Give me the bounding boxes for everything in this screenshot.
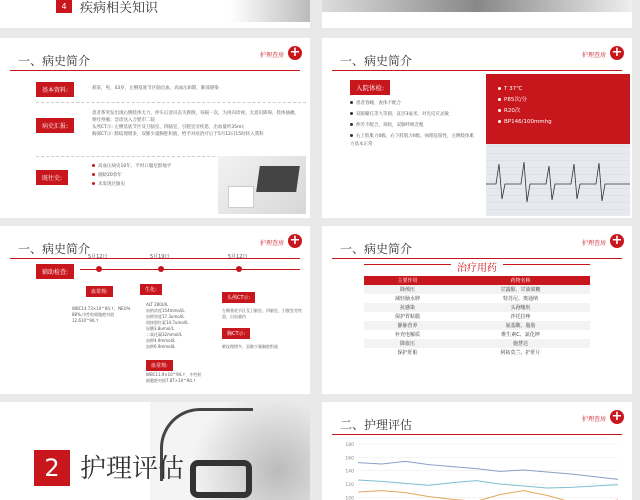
y-tick-label: 120 bbox=[345, 483, 354, 488]
vital-pulse: P85次/分 bbox=[498, 95, 552, 106]
timeline-dot bbox=[158, 266, 164, 272]
history-label: 病史汇报: bbox=[36, 118, 74, 133]
slide-top-right[interactable] bbox=[322, 0, 632, 28]
basic-info-text: 郝某，男，43岁，左侧基底节区脑出血，高血压III期，肺部感染 bbox=[92, 86, 219, 91]
medical-cross-icon: + bbox=[611, 233, 623, 248]
history-text bbox=[92, 110, 302, 138]
list-item: 高血压病史10年，平时口服尼群地平 bbox=[92, 162, 212, 171]
table-header: 药物名称 bbox=[451, 276, 590, 285]
admission-exam-label: 入院体检: bbox=[350, 80, 390, 95]
ct-head-note: 头颅CT示: 左侧基底节区及卫脑室、四脑室，引脱室旁疾患，出血量约35ml; bbox=[92, 125, 245, 130]
slide-medication[interactable] bbox=[322, 226, 632, 394]
title-divider bbox=[332, 70, 622, 71]
slide-history-1[interactable] bbox=[0, 38, 310, 218]
list-item: 未发现过敏史 bbox=[92, 180, 212, 189]
vital-temperature: T 37℃ bbox=[498, 84, 552, 95]
biochemistry-text: ALT 280U/L 血钠浓度154mmol/L 血钾浓度17.3umol/L 间接胆红素14.7umol/L 尿酸3.8umol/L 二氧化碳32mmol/L 血钾4.9mmol/L 血钾6.9mmol/L bbox=[146, 302, 189, 349]
medical-cross-icon: + bbox=[611, 45, 623, 60]
slide-title: 一、病史简介 bbox=[340, 54, 413, 68]
slide-assessment-chart[interactable] bbox=[322, 402, 632, 500]
slide-title: 一、病史简介 bbox=[18, 242, 91, 256]
slide-section-cover[interactable] bbox=[0, 402, 310, 500]
head-ct-label: 头颅CT示: bbox=[222, 292, 255, 303]
timeline-dot bbox=[236, 266, 242, 272]
doctor-laptop-image bbox=[218, 156, 306, 214]
list-item: 烟龄20余年 bbox=[92, 171, 212, 180]
ecg-image bbox=[486, 74, 630, 216]
nursing-rounds-label: 护理查房 bbox=[581, 240, 606, 247]
decor-band bbox=[322, 0, 632, 12]
slide-disease-knowledge[interactable] bbox=[0, 0, 310, 28]
list-item: 双眼瞳孔等大等圆，直径3毫米，对光反应灵敏 bbox=[350, 111, 478, 119]
biochemistry-label: 生化: bbox=[140, 284, 162, 295]
aux-exam-label: 辅助检查: bbox=[36, 264, 74, 279]
section-number-badge: 4 bbox=[56, 0, 72, 13]
medical-cross-icon: + bbox=[611, 409, 623, 424]
head-ct-text: 左侧基底节区及卫脑室、四脑室，引脱室旁疾患，出血量约 bbox=[222, 308, 302, 319]
chest-ct-label: 胸CT示: bbox=[222, 328, 250, 339]
vital-respiration: R20次 bbox=[498, 106, 552, 117]
medication-heading: 治疗用药 bbox=[322, 259, 632, 274]
blood-routine-text-2: WBC11.9×10^9/L↑，中性粒细胞绝对值7.8T×10^9/L↑ bbox=[146, 372, 202, 383]
vitals-list bbox=[498, 84, 552, 128]
blood-routine-label: 血常规: bbox=[86, 286, 113, 297]
series-line-1 bbox=[358, 461, 618, 479]
nursing-rounds-label: 护理查房 bbox=[581, 52, 606, 59]
list-item: 患者昏睡，查体不配合 bbox=[350, 100, 478, 108]
timeline-date: 5月12日 bbox=[88, 254, 108, 260]
vital-bp: BP146/100mmhg bbox=[498, 117, 552, 128]
list-item: 伸舌不配合，颈软，双肺呼吸音粗 bbox=[350, 122, 478, 130]
history-paragraph: 患者系突发出现右侧肢体无力，停车后意识丧失跌倒，每隔一次，为再向诊视。无意识障碍，肢体抽搐，呕吐颅瘤；急诊送入合肥市二院 bbox=[92, 111, 299, 123]
exam-list bbox=[350, 100, 478, 149]
decor-band bbox=[230, 0, 310, 22]
list-item: 右上肢肌力0级，右下肢肌力II级。病理征阳性，左侧肢体肌力基本正常 bbox=[350, 134, 475, 147]
table-row: 保护肝脏 阿拓莫兰、护肝片 bbox=[397, 350, 541, 356]
title-divider bbox=[332, 434, 622, 435]
vitals-line-chart bbox=[322, 438, 632, 500]
section-number-badge: 2 bbox=[34, 450, 70, 486]
medical-cross-icon: + bbox=[289, 233, 301, 248]
slide-history-3[interactable] bbox=[0, 226, 310, 394]
blood-routine-text: WBC14.73×10^9/L↑，NEU% 88%,中性粒细胞绝对值12.610^9/L↑ bbox=[72, 306, 131, 323]
chest-ct-text: 肺纹理增多，双肺少量胸腔积液 bbox=[222, 344, 278, 349]
y-tick-label: 160 bbox=[345, 456, 354, 462]
nursing-rounds-label: 护理查房 bbox=[581, 416, 606, 423]
past-history-list bbox=[92, 162, 212, 189]
timeline-date: 5月12日 bbox=[228, 254, 248, 260]
slide-title: 一、病史简介 bbox=[340, 242, 413, 256]
basic-info-label: 基本资料: bbox=[36, 82, 74, 97]
table-header: 主要作用 bbox=[364, 276, 451, 285]
medical-cross-icon: + bbox=[289, 45, 301, 60]
table-row: 减轻脑水肿 特苏尼、奥通纳 bbox=[394, 296, 538, 302]
table-row: 保护胃粘膜 泮托拉唑 bbox=[394, 314, 531, 320]
blood-routine-label-2: 血常规: bbox=[146, 360, 173, 371]
y-tick-label: 140 bbox=[345, 469, 354, 475]
table-row: 补充电解质 维生素C、氯化钾 bbox=[394, 332, 540, 338]
divider bbox=[36, 102, 306, 103]
section-title: 护理评估 bbox=[80, 454, 185, 484]
ct-chest-note: 胸部CT示: 肺纹理增多，双肺少量胸腔积液，给予对症治疗后于5月12日15时转入我科 bbox=[92, 132, 264, 137]
table-row: 降血压 施慧达 bbox=[364, 339, 590, 348]
past-history-label: 既往史: bbox=[36, 170, 68, 185]
timeline-line bbox=[80, 269, 300, 270]
y-tick-label: 180 bbox=[345, 443, 354, 448]
slide-title: 二、护理评估 bbox=[340, 418, 413, 432]
table-row: 静脉营养 氨基酸、脂肪 bbox=[364, 321, 590, 330]
series-line-2 bbox=[358, 491, 618, 500]
medication-table bbox=[364, 276, 590, 357]
section-title: 疾病相关知识 bbox=[80, 1, 159, 16]
timeline-dot bbox=[96, 266, 102, 272]
ecg-trace bbox=[486, 154, 630, 214]
table-row: 抗感染 头孢噻肟 bbox=[364, 303, 590, 312]
nursing-rounds-label: 护理查房 bbox=[259, 240, 284, 247]
timeline-date: 5月19日 bbox=[150, 254, 170, 260]
y-tick-label: 100 bbox=[345, 496, 354, 500]
slide-title: 一、病史简介 bbox=[18, 54, 91, 68]
title-divider bbox=[10, 70, 300, 71]
slide-history-2[interactable] bbox=[322, 38, 632, 218]
table-row: 降颅压 甘露醇、甘油果糖 bbox=[364, 285, 590, 294]
nursing-rounds-label: 护理查房 bbox=[259, 52, 284, 59]
